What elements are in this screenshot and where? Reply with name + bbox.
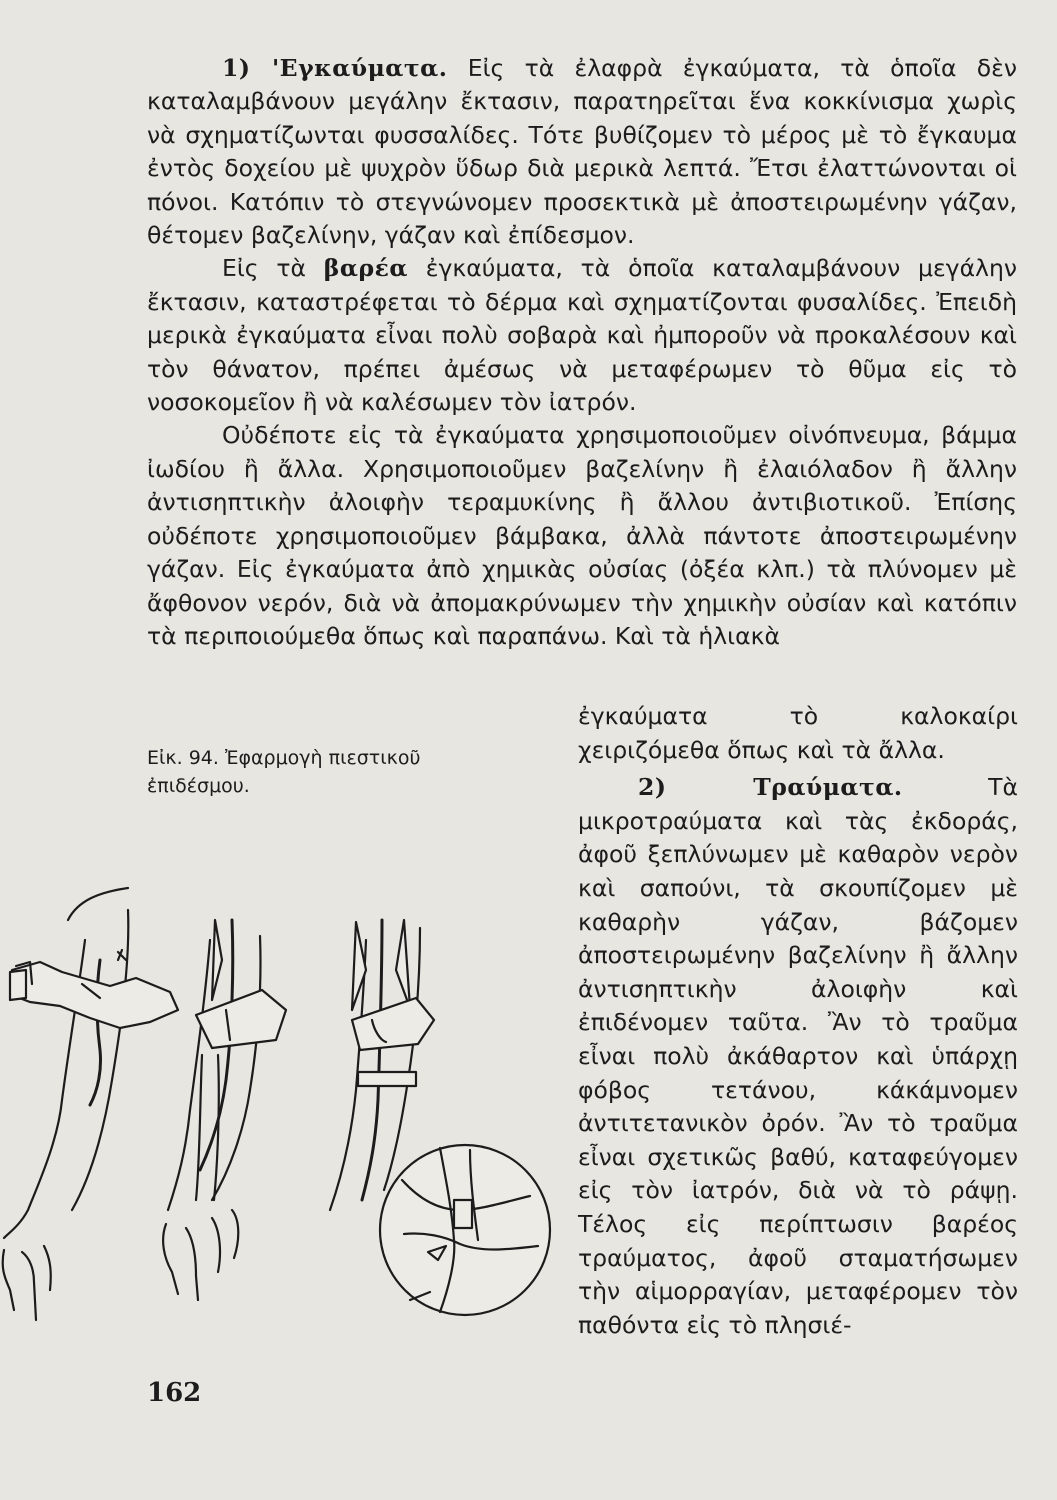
burns-paragraph-1-text: Εἰς τὰ ἐλαφρὰ ἐγκαύματα, τὰ ὁποῖα δὲν καταλαμβάνουν μεγάλην ἔκτασιν, παρατηρεῖται ἕνα κοκκίνισμα χωρὶς νὰ σχηματίζωνται φυσσαλίδες. Τότε βυθίζομεν τὸ μέρος μὲ τὸ ἔγκαυμα ἐντὸς δοχείου μὲ ψυχρὸν ὕδωρ διὰ μερικὰ λεπτά. Ἔτσι ἐλαττώνονται οἱ πόνοι. Κατόπιν τὸ στεγνώνομεν προσεκτικὰ μὲ ἀποστειρωμένην γάζαν, θέτομεν βαζελίνην, γάζαν καὶ ἐπίδεσμον. [147,54,1017,250]
burns-paragraph-3-continued: ἐγκαύματα τὸ καλοκαίρι χειριζόμεθα ὅπως καὶ τὰ ἄλλα. [578,702,1018,764]
burns-paragraph-2 [147,252,1017,419]
right-column [578,700,1018,1342]
figure-caption: Εἰκ. 94. Ἐφαρμογὴ πιεστικοῦ ἐπιδέσμου. [147,747,421,797]
page-number: 162 [147,1378,202,1408]
burns-paragraph-2-rest: ἐγκαύματα, τὰ ὁποῖα καταλαμβάνουν μεγάλην ἔκτασιν, καταστρέφεται τὸ δέρμα καὶ σχηματίζονται φυσαλίδες. Ἐπειδὴ μερικὰ ἐγκαύματα εἶναι πολὺ σοβαρὰ καὶ ἠμποροῦν νὰ προκαλέσουν καὶ τὸν θάνατον, πρέπει ἀμέσως νὰ μεταφέρωμεν τὸ θῦμα εἰς τὸ νοσοκομεῖον ἢ νὰ καλέσωμεν τὸν ἰατρόν. [147,254,1017,417]
severe-burns-term: βαρέα [323,254,408,283]
wounds-paragraph-text: Τὰ μικροτραύματα καὶ τὰς ἐκδοράς, ἀφοῦ ξεπλύνωμεν μὲ καθαρὸν νερὸν καὶ σαπούνι, τὰ σκουπίζομεν μὲ καθαρὴν γάζαν, βάζομεν ἀποστειρωμένην βαζελίνην ἢ ἄλλην ἀντισηπτικὴν ἀλοιφὴν καὶ ἐπιδένομεν ταῦτα. Ἂν τὸ τραῦμα εἶναι πολὺ ἀκάθαρτον καὶ ὑπάρχῃ φόβος τετάνου, κάκάμνομεν ἀντιτετανικὸν ὀρόν. Ἂν τὸ τραῦμα εἶναι σχετικῶς βαθύ, καταφεύγομεν εἰς τὸν ἰατρόν, διὰ νὰ τὸ ράψῃ. Τέλος εἰς περίπτωσιν βαρέος τραύματος, ἀφοῦ σταματήσωμεν τὴν αἱμορραγίαν, μεταφέρομεν τὸν παθόντα εἰς τὸ πλησιέ- [578,773,1018,1339]
section-2-heading: 2) Τραύματα. [638,773,903,802]
burns-paragraph-2-start: Εἰς τὰ [222,254,307,283]
upper-text-block [147,52,1017,653]
burns-paragraph-1 [147,52,1017,252]
arm-2-figure [163,920,286,1300]
wounds-paragraph [578,771,1018,1342]
burns-paragraph-3: Οὐδέποτε εἰς τὰ ἐγκαύματα χρησιμοποιοῦμεν οἰνόπνευμα, βάμμα ἰωδίου ἢ ἄλλα. Χρησιμοποιοῦμεν βαζελίνην ἢ ἐλαιόλαδον ἢ ἄλλην ἀντισηπτικὴν ἀλοιφὴν τεραμυκίνης ἢ ἄλλου ἀντιβιοτικοῦ. Ἐπίσης οὐδέποτε χρησιμοποιοῦμεν βάμβακα, ἀλλὰ πάντοτε ἀποστειρωμένην γάζαν. Εἰς ἐγκαύματα ἀπὸ χημικὰς οὐσίας (ὀξέα κλπ.) τὰ πλύνομεν μὲ ἄφθονον νερόν, διὰ νὰ ἀπομακρύνωμεν τὴν χημικὴν οὐσίαν καὶ κατόπιν τὰ περιποιούμεθα ὅπως καὶ παραπάνω. Καὶ τὰ ἡλιακὰ [147,421,1017,650]
arm-1-figure [3,888,178,1320]
magnified-inset [380,1145,550,1315]
section-1-heading: 1) 'Εγκαύματα. [222,54,448,82]
pressure-bandage-illustration [0,880,560,1340]
